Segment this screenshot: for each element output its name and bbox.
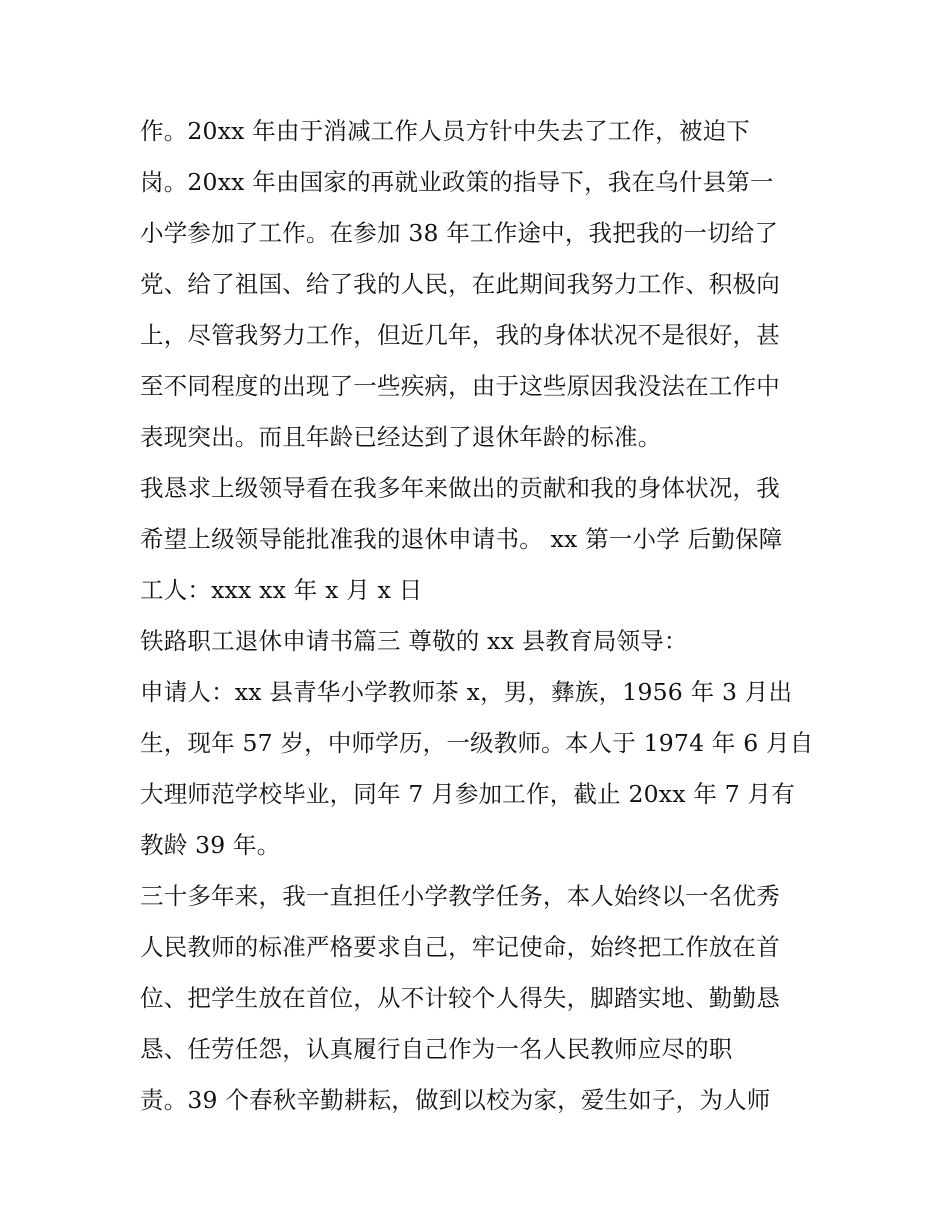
- text-line: 申请人：xx 县青华小学教师茶 x，男，彝族，1956 年 3 月出: [140, 678, 793, 706]
- text-line: 人民教师的标准严格要求自己，牢记使命，始终把工作放在首: [140, 933, 780, 961]
- text-line: 至不同程度的出现了一些疾病，由于这些原因我没法在工作中: [140, 372, 780, 400]
- text-line: 生，现年 57 岁，中师学历，一级教师。本人于 1974 年 6 月自: [140, 729, 814, 757]
- text-line: 作。20xx 年由于消减工作人员方针中失去了工作，被迫下: [140, 117, 750, 145]
- text-line: 三十多年来，我一直担任小学教学任务，本人始终以一名优秀: [140, 882, 780, 910]
- body-text: [140, 106, 830, 1126]
- text-line: 党、给了祖国、给了我的人民，在此期间我努力工作、积极向: [140, 270, 780, 298]
- section-heading-line: 铁路职工退休申请书篇三 尊敬的 xx 县教育局领导：: [140, 627, 688, 655]
- text-line: 教龄 39 年。: [140, 831, 281, 859]
- text-line: 大理师范学校毕业，同年 7 月参加工作，截止 20xx 年 7 月有: [140, 780, 795, 808]
- text-line: 位、把学生放在首位，从不计较个人得失，脚踏实地、勤勤恳: [140, 984, 780, 1012]
- text-line: 希望上级领导能批准我的退休申请书。 xx 第一小学 后勤保障: [140, 525, 783, 553]
- text-line: 恳、任劳任怨，认真履行自己作为一名人民教师应尽的职: [140, 1035, 733, 1063]
- text-line: 我恳求上级领导看在我多年来做出的贡献和我的身体状况，我: [140, 474, 780, 502]
- signature-line: 工人：xxx xx 年 x 月 x 日: [140, 576, 423, 604]
- text-line: 岗。20xx 年由国家的再就业政策的指导下，我在乌什县第一: [140, 168, 774, 196]
- text-line: 上，尽管我努力工作，但近几年，我的身体状况不是很好，甚: [140, 321, 780, 349]
- text-line: 小学参加了工作。在参加 38 年工作途中，我把我的一切给了: [140, 219, 779, 247]
- text-line: 责。39 个春秋辛勤耕耘，做到以校为家，爱生如子，为人师: [140, 1086, 771, 1114]
- text-line: 表现突出。而且年龄已经达到了退休年龄的标准。: [140, 423, 662, 451]
